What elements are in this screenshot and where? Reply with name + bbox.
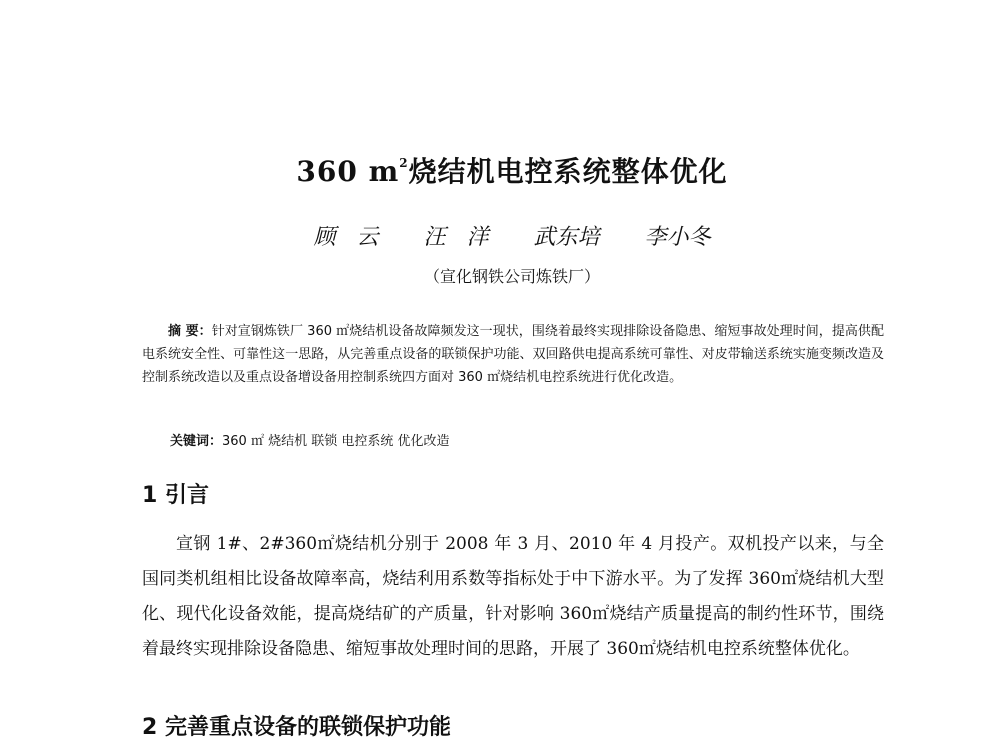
affiliation: （宣化钢铁公司炼铁厂） <box>423 267 600 286</box>
abstract-text: 针对宣钢炼铁厂 360 ㎡烧结机设备故障频发这一现状，围绕着最终实现排除设备隐患、缩短事故处理时间，提高供配电系统安全性、可靠性这一思路，从完善重点设备的联锁保护功能、双回路供电提高系统可靠性、对皮带输送系统实施变频改造及控制系统改造以及重点设备增设备用控制系统四方面对 360 ㎡烧结机电控系统进行优化改造。 <box>142 324 884 385</box>
abstract-label: 摘 要： <box>168 324 212 339</box>
author-3: 武东培 <box>533 225 600 250</box>
section-2-heading: 2 完善重点设备的联锁保护功能 <box>142 715 451 740</box>
keywords-label: 关键词： <box>170 434 223 449</box>
title-superscript: 2 <box>399 156 409 170</box>
title-prefix: 360 m <box>296 155 400 188</box>
abstract <box>142 320 884 389</box>
paper-title <box>0 150 1000 190</box>
section-1-body: 宣钢 1#、2#360㎡烧结机分别于 2008 年 3 月、2010 年 4 月投产。双机投产以来，与全国同类机组相比设备故障率高，烧结利用系数等指标处于中下游水平。为了发挥 360㎡烧结机大型化、现代化设备效能，提高烧结矿的产质量，针对影响 360㎡烧结产质量提高的制约性环节，围绕着最终实现排除设备隐患、缩短事故处理时间的思路，开展了 360㎡烧结机电控系统整体优化。 <box>142 534 884 659</box>
title-suffix: 烧结机电控系统整体优化 <box>408 155 728 188</box>
section-1-heading: 1 引言 <box>142 483 209 508</box>
author-list <box>0 220 1000 251</box>
author-2: 汪 洋 <box>423 225 489 250</box>
keywords <box>170 430 450 449</box>
keywords-text: 360 ㎡ 烧结机 联锁 电控系统 优化改造 <box>222 434 450 449</box>
author-4: 李小冬 <box>644 225 711 250</box>
author-1: 顾 云 <box>313 225 379 250</box>
